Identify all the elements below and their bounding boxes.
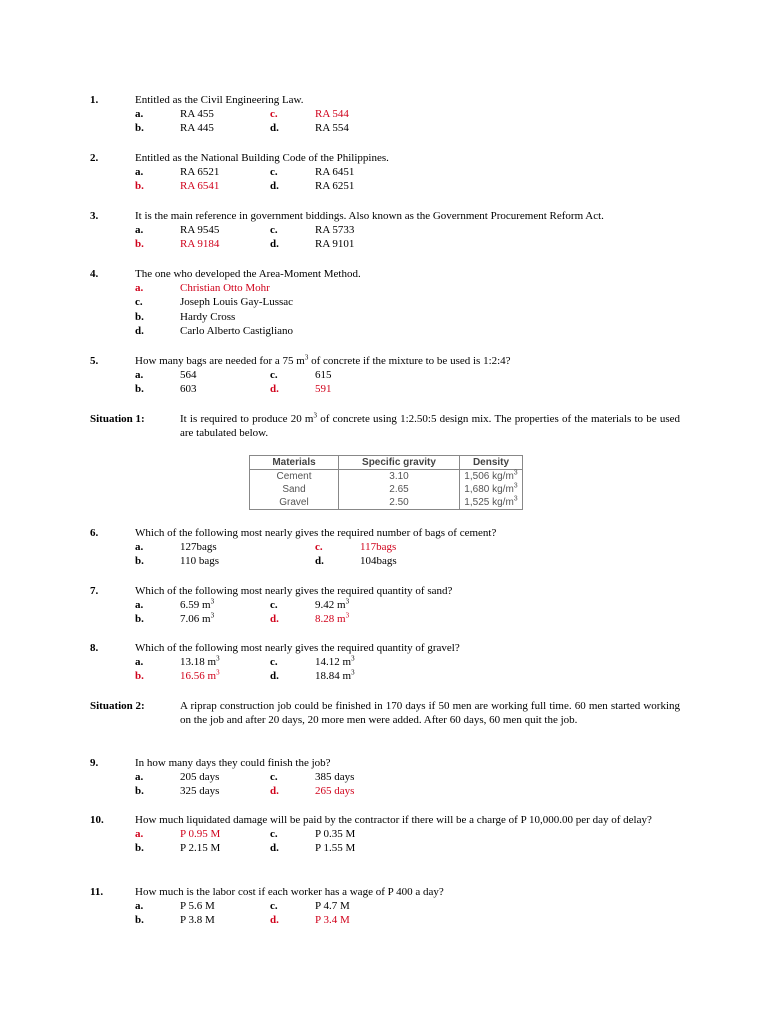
option-text: P 5.6 M — [180, 900, 215, 912]
question-1 — [90, 93, 680, 135]
option-text: Carlo Alberto Castigliano — [180, 325, 294, 337]
option-letter: d. — [270, 842, 279, 854]
option-text: RA 6251 — [315, 180, 355, 192]
option-text: 591 — [315, 383, 332, 395]
option-text: 325 days — [180, 785, 220, 797]
table-cell: 1,680 $kg/m^3$ — [460, 483, 523, 496]
option-text: P 4.7 M — [315, 900, 350, 912]
option-text: 18.84 $m^3$ — [315, 668, 355, 682]
option-text: 6.59 $m^3$ — [180, 597, 215, 611]
option-text: RA 6451 — [315, 166, 355, 178]
option-letter: c. — [315, 541, 323, 553]
option-text: P 0.35 M — [315, 828, 356, 840]
option-letter: b. — [135, 842, 144, 854]
table-cell: Gravel — [250, 496, 339, 510]
option-letter: b. — [135, 613, 144, 625]
option-letter: d. — [270, 613, 279, 625]
option-text: 127bags — [180, 541, 217, 553]
question-text: In how many days they could finish the job? — [135, 757, 331, 769]
options — [135, 281, 680, 339]
option-letter: c. — [270, 224, 278, 236]
option-text: P 3.8 M — [180, 914, 215, 926]
option-letter: c. — [270, 166, 278, 178]
question-number: 8. — [90, 642, 99, 654]
option-letter: c. — [270, 599, 278, 611]
option-text: RA 6521 — [180, 166, 220, 178]
option-letter: d. — [270, 238, 279, 250]
table-header: Materials — [250, 456, 339, 470]
option-letter: a. — [135, 599, 144, 611]
option-text: Christian Otto Mohr — [180, 282, 270, 294]
question-number: 11. — [90, 886, 104, 898]
question-number: 1. — [90, 94, 99, 106]
option-text: 9.42 $m^3$ — [315, 597, 350, 611]
options — [135, 598, 680, 626]
question-2 — [90, 151, 680, 193]
option-letter: d. — [270, 785, 279, 797]
option-text: RA 9545 — [180, 224, 220, 236]
option-letter: b. — [135, 555, 144, 567]
option-text: 8.28 $m^3$ — [315, 611, 350, 625]
table-header-row — [250, 456, 523, 470]
table-cell: 2.50 — [339, 496, 460, 510]
option-letter: c. — [270, 900, 278, 912]
option-text: RA 6541 — [180, 180, 220, 192]
situation-2 — [90, 699, 680, 727]
option-letter: a. — [135, 369, 144, 381]
option-letter: b. — [135, 180, 144, 192]
option-text: P 3.4 M — [315, 914, 350, 926]
table-cell: 1,506 $kg/m^3$ — [460, 470, 523, 484]
option-letter: c. — [270, 369, 278, 381]
option-letter: a. — [135, 656, 144, 668]
option-letter: b. — [135, 122, 144, 134]
options — [135, 899, 680, 927]
option-letter: b. — [135, 785, 144, 797]
table-cell: 1,525 $kg/m^3$ — [460, 496, 523, 510]
option-text: RA 554 — [315, 122, 349, 134]
question-5 — [90, 354, 680, 396]
option-letter: d. — [270, 122, 279, 134]
situation-text: A riprap construction job could be finished in 170 days if 50 men are working full time. 60 men started working on the job and after 20 days, 20 more men were added. After 60 days, 60 men quit the job. — [180, 700, 680, 726]
question-11 — [90, 885, 680, 927]
option-letter: c. — [270, 771, 278, 783]
table-header: Specific gravity — [339, 456, 460, 470]
question-6 — [90, 526, 680, 568]
option-letter: b. — [135, 311, 144, 323]
option-text: 265 days — [315, 785, 355, 797]
option-letter: d. — [270, 180, 279, 192]
table-row — [250, 496, 523, 510]
option-letter: c. — [135, 296, 143, 308]
option-text: 104bags — [360, 555, 397, 567]
question-number: 4. — [90, 268, 99, 280]
option-text: 615 — [315, 369, 332, 381]
options — [135, 107, 680, 135]
question-text: How much liquidated damage will be paid by the contractor if there will be a charge of P 10,000.00 per day of delay? — [135, 814, 652, 826]
option-letter: c. — [270, 828, 278, 840]
situation-1 — [90, 412, 680, 440]
question-text: Which of the following most nearly gives the required quantity of gravel? — [135, 642, 460, 654]
option-text: 603 — [180, 383, 197, 395]
option-text: 16.56 $m^3$ — [180, 668, 220, 682]
question-text: How much is the labor cost if each worker has a wage of P 400 a day? — [135, 886, 444, 898]
option-letter: a. — [135, 282, 144, 294]
question-number: 3. — [90, 210, 99, 222]
question-number: 9. — [90, 757, 99, 769]
option-letter: b. — [135, 238, 144, 250]
question-number: 2. — [90, 152, 99, 164]
option-text: P 1.55 M — [315, 842, 356, 854]
option-letter: b. — [135, 383, 144, 395]
question-4 — [90, 267, 680, 339]
situation-text: It is required to produce 20 $m^3$ of concrete using 1:2.50:5 design mix. The properties of the materials to be used are tabulated below. — [180, 411, 680, 439]
options — [135, 655, 680, 683]
option-text: P 0.95 M — [180, 828, 221, 840]
option-letter: d. — [270, 670, 279, 682]
option-letter: d. — [270, 914, 279, 926]
option-text: 205 days — [180, 771, 220, 783]
option-letter: d. — [315, 555, 324, 567]
option-letter: d. — [135, 325, 144, 337]
question-text: Entitled as the National Building Code of the Philippines. — [135, 152, 389, 164]
option-letter: d. — [270, 383, 279, 395]
option-text: RA 455 — [180, 108, 214, 120]
table-cell: 3.10 — [339, 470, 460, 484]
option-text: RA 5733 — [315, 224, 355, 236]
option-text: 13.18 $m^3$ — [180, 654, 220, 668]
option-letter: a. — [135, 166, 144, 178]
question-text: It is the main reference in government biddings. Also known as the Government Procurement Reform Act. — [135, 210, 604, 222]
options — [135, 165, 680, 193]
options — [135, 770, 680, 798]
table-row — [250, 470, 523, 484]
table-header: Density — [460, 456, 523, 470]
question-text: How many bags are needed for a 75 $m^3$ of concrete if the mixture to be used is 1:2:4? — [135, 353, 511, 367]
question-number: 7. — [90, 585, 99, 597]
question-text: Which of the following most nearly gives the required quantity of sand? — [135, 585, 453, 597]
options — [135, 827, 680, 855]
option-text: Joseph Louis Gay-Lussac — [180, 296, 294, 308]
option-letter: a. — [135, 828, 144, 840]
option-letter: b. — [135, 670, 144, 682]
question-text: Which of the following most nearly gives the required number of bags of cement? — [135, 527, 497, 539]
option-letter: c. — [270, 108, 278, 120]
question-9 — [90, 756, 680, 798]
option-text: Hardy Cross — [180, 311, 236, 323]
option-text: RA 9101 — [315, 238, 355, 250]
option-letter: a. — [135, 541, 144, 553]
options — [135, 540, 680, 568]
option-text: 14.12 $m^3$ — [315, 654, 355, 668]
question-8 — [90, 641, 680, 683]
question-text: The one who developed the Area-Moment Method. — [135, 268, 361, 280]
table-cell: Sand — [250, 483, 339, 496]
option-letter: a. — [135, 108, 144, 120]
option-text: RA 544 — [315, 108, 349, 120]
option-letter: a. — [135, 224, 144, 236]
table-row — [250, 483, 523, 496]
table-cell: Cement — [250, 470, 339, 484]
options — [135, 223, 680, 251]
option-text: 117bags — [360, 541, 397, 553]
situation-label: Situation 1: — [90, 413, 145, 425]
option-text: 7.06 $m^3$ — [180, 611, 215, 625]
question-7 — [90, 584, 680, 626]
option-letter: a. — [135, 900, 144, 912]
situation-label: Situation 2: — [90, 700, 145, 712]
table-cell: 2.65 — [339, 483, 460, 496]
question-3 — [90, 209, 680, 251]
option-text: 385 days — [315, 771, 355, 783]
option-text: RA 9184 — [180, 238, 220, 250]
question-number: 5. — [90, 355, 99, 367]
question-10 — [90, 813, 680, 855]
question-number: 10. — [90, 814, 104, 826]
option-letter: b. — [135, 914, 144, 926]
materials-table — [249, 455, 523, 510]
option-text: 110 bags — [180, 555, 220, 567]
option-text: 564 — [180, 369, 197, 381]
option-text: P 2.15 M — [180, 842, 221, 854]
option-letter: c. — [270, 656, 278, 668]
question-text: Entitled as the Civil Engineering Law. — [135, 94, 304, 106]
question-number: 6. — [90, 527, 99, 539]
options — [135, 368, 680, 396]
option-letter: a. — [135, 771, 144, 783]
option-text: RA 445 — [180, 122, 214, 134]
